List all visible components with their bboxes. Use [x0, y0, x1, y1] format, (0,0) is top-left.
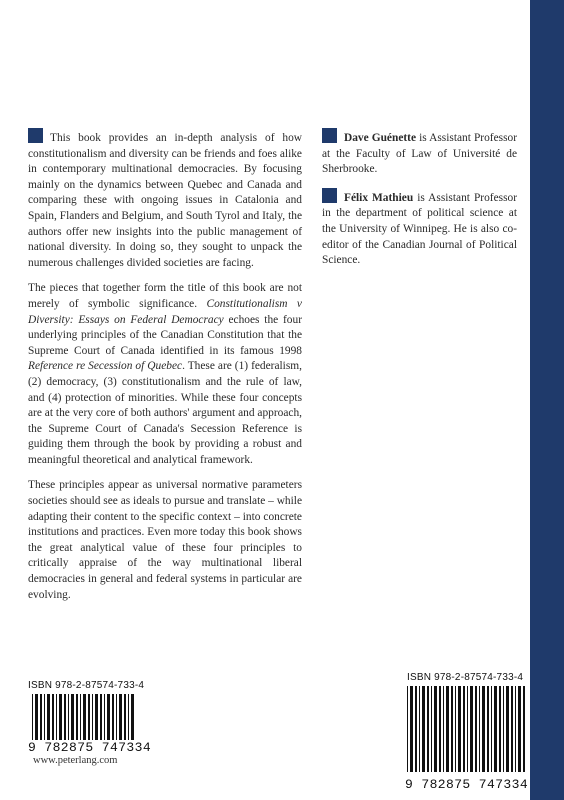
- isbn-label-left: ISBN 978-2-87574-733-4: [28, 680, 145, 691]
- author-bio-2: Félix Mathieu is Assistant Professor in the department of political science at the University of Winnipeg. He is also co-editor of the Canadian Journal of Political Science.: [322, 188, 517, 269]
- reference-title-italic: Reference re Secession of Quebec: [28, 360, 183, 373]
- publisher-url: www.peterlang.com: [33, 755, 118, 766]
- square-bullet-icon: [322, 128, 337, 143]
- square-bullet-icon: [322, 188, 337, 203]
- barcode-digits-right: 9 782875 747334: [405, 777, 529, 792]
- author-name: Félix Mathieu: [344, 191, 414, 204]
- description-paragraph-2: The pieces that together form the title of this book are not merely of symbolic significance. Constitutionalism v Diversity: Essays on Federal Democracy echoes the four underlying principles of the Canadian Constitution that the Supreme Court of Canada identified in its famous 1998 Reference re Secession of Quebec. These are (1) federalism, (2) democracy, (3) constitutionalism and the rule of law, and (4) protection of minorities. While these four concepts are at the very core of both authors' argument and approach, the Supreme Court of Canada's Secession Reference is guiding them through the book by providing a robust and meaningful theoretical and analytical framework.: [28, 282, 302, 466]
- spine-color-band: [530, 0, 564, 800]
- author-bios: [322, 128, 517, 279]
- description-paragraph-3: These principles appear as universal normative parameters societies should see as ideals to pursue and translate – while adapting their content to the specific context – into concrete institutions and practices. Even more today this book shows the great analytical value of these four principles to critically appraise of the way multinational liberal democracies in general and federal systems in particular are evolving.: [28, 479, 302, 601]
- author-bio-1: Dave Guénette is Assistant Professor at the Faculty of Law of Université de Sherbrooke.: [322, 128, 517, 178]
- book-description: [28, 128, 302, 613]
- isbn-label-right: ISBN 978-2-87574-733-4: [407, 672, 524, 683]
- author-name: Dave Guénette: [344, 132, 417, 144]
- description-paragraph-1: This book provides an in-depth analysis of how constitutionalism and diversity can be friends and foes alike in contemporary multinational democracies. By focusing mainly on the dynamics between Quebec and Canada and comparing these with ongoing issues in Catalonia and Spain, Flanders and Belgium, and South Tyrol and Italy, the authors offer new insights into the public management of national diversity. In doing so, they sought to unpack the numerous challenges divided societies are facing.: [28, 128, 302, 271]
- square-bullet-icon: [28, 128, 43, 143]
- barcode-digits-left: 9 782875 747334: [28, 740, 152, 755]
- book-title-italic: Constitutionalism v Diversity: Essays on Federal Democracy: [28, 297, 302, 326]
- barcode-right-icon: [405, 686, 527, 772]
